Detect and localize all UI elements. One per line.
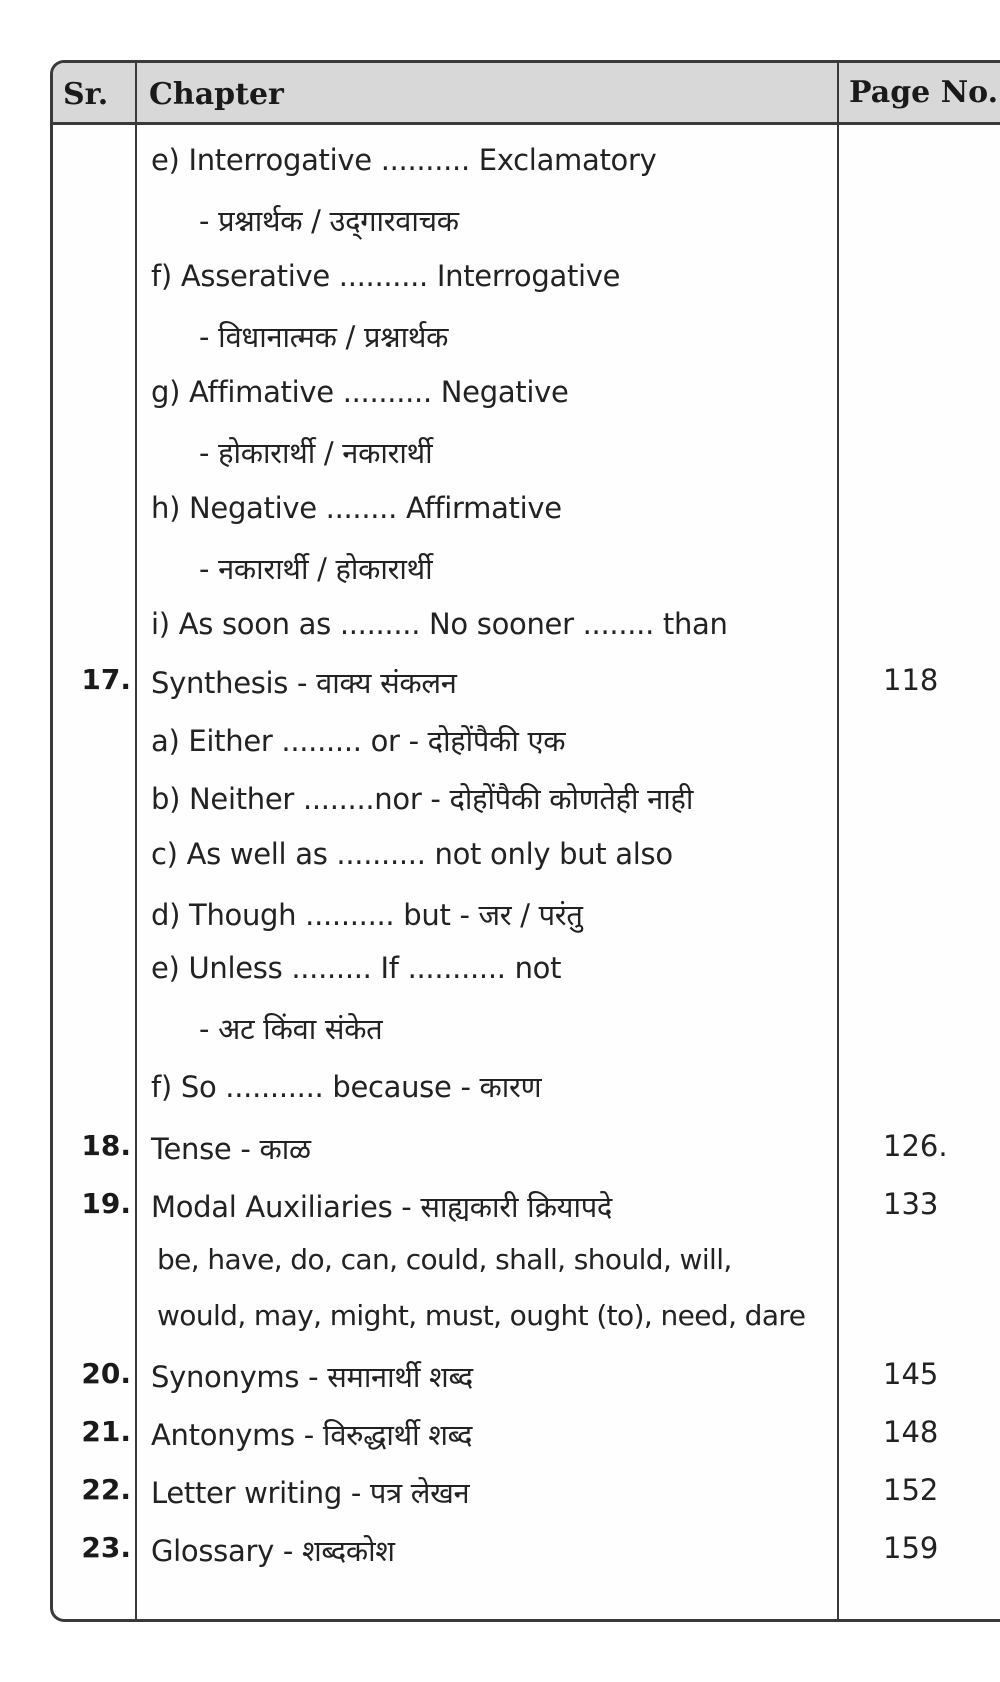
page-number: 133 (883, 1187, 939, 1221)
table-row (53, 483, 1000, 541)
chapter-subitem: - नकारार्थी / होकारार्थी (199, 552, 433, 586)
page-number: 152 (883, 1473, 939, 1507)
table-row (53, 1235, 1000, 1293)
chapter-subitem: - विधानात्मक / प्रश्नार्थक (199, 320, 449, 354)
table-row (53, 251, 1000, 309)
header-sr: Sr. (63, 77, 109, 112)
table-row (53, 1001, 1000, 1059)
serial-number: 21. (81, 1415, 131, 1448)
chapter-subitem: d) Though .......... but - जर / परंतु (151, 898, 583, 932)
chapter-title: Antonyms - विरुद्धार्थी शब्द (151, 1418, 473, 1452)
page-number: 159 (883, 1531, 939, 1565)
chapter-subitem: g) Affimative .......... Negative (151, 375, 569, 409)
table-of-contents (50, 60, 1000, 1622)
serial-number: 19. (81, 1187, 131, 1220)
chapter-subitem: - प्रश्नार्थक / उद्‌गारवाचक (199, 204, 459, 238)
chapter-subitem: h) Negative ........ Affirmative (151, 491, 562, 525)
page-number: 126. (883, 1129, 948, 1163)
table-row (53, 771, 1000, 829)
chapter-subitem: c) As well as .......... not only but also (151, 837, 673, 871)
chapter-subitem: b) Neither ........nor - दोहोंपैकी कोणतेही नाही (151, 782, 694, 816)
table-row (53, 193, 1000, 251)
table-row (53, 1121, 1000, 1179)
chapter-subitem: would, may, might, must, ought (to), need, dare (157, 1299, 806, 1332)
chapter-title: Synthesis - वाक्य संकलन (151, 666, 457, 700)
table-header (53, 63, 1000, 125)
chapter-subitem: f) So ........... because - कारण (151, 1070, 542, 1104)
table-row (53, 655, 1000, 713)
serial-number: 17. (81, 663, 131, 696)
table-row (53, 599, 1000, 657)
chapter-subitem: - अट किंवा संकेत (199, 1012, 383, 1046)
chapter-title: Modal Auxiliaries - साह्यकारी क्रियापदे (151, 1190, 612, 1224)
chapter-title: Synonyms - समानार्थी शब्द (151, 1360, 473, 1394)
table-row (53, 135, 1000, 193)
chapter-subitem: f) Asserative .......... Interrogative (151, 259, 621, 293)
chapter-subitem: a) Either ......... or - दोहोंपैकी एक (151, 724, 566, 758)
chapter-subitem: e) Unless ......... If ........... not (151, 951, 562, 985)
table-row (53, 541, 1000, 599)
chapter-title: Letter writing - पत्र लेखन (151, 1476, 470, 1510)
header-page-no: Page No. (849, 75, 999, 110)
chapter-subitem: be, have, do, can, could, shall, should, will, (157, 1243, 732, 1276)
chapter-subitem: e) Interrogative .......... Exclamatory (151, 143, 657, 177)
chapter-title: Tense - काळ (151, 1132, 311, 1166)
table-row (53, 1349, 1000, 1407)
table-row (53, 1407, 1000, 1465)
header-chapter: Chapter (149, 77, 284, 112)
table-row (53, 309, 1000, 367)
serial-number: 20. (81, 1357, 131, 1390)
table-row (53, 1179, 1000, 1237)
table-row (53, 1291, 1000, 1349)
page-number: 148 (883, 1415, 939, 1449)
table-row (53, 1465, 1000, 1523)
table-row (53, 1523, 1000, 1581)
page-number: 145 (883, 1357, 939, 1391)
chapter-subitem: - होकारार्थी / नकारार्थी (199, 436, 433, 470)
table-row (53, 1059, 1000, 1117)
chapter-subitem: i) As soon as ......... No sooner ........ than (151, 607, 728, 641)
serial-number: 22. (81, 1473, 131, 1506)
table-row (53, 425, 1000, 483)
page-number: 118 (883, 663, 939, 697)
serial-number: 23. (81, 1531, 131, 1564)
serial-number: 18. (81, 1129, 131, 1162)
table-row (53, 367, 1000, 425)
table-row (53, 713, 1000, 771)
table-row (53, 887, 1000, 945)
chapter-title: Glossary - शब्दकोश (151, 1534, 395, 1568)
table-row (53, 943, 1000, 1001)
table-row (53, 829, 1000, 887)
